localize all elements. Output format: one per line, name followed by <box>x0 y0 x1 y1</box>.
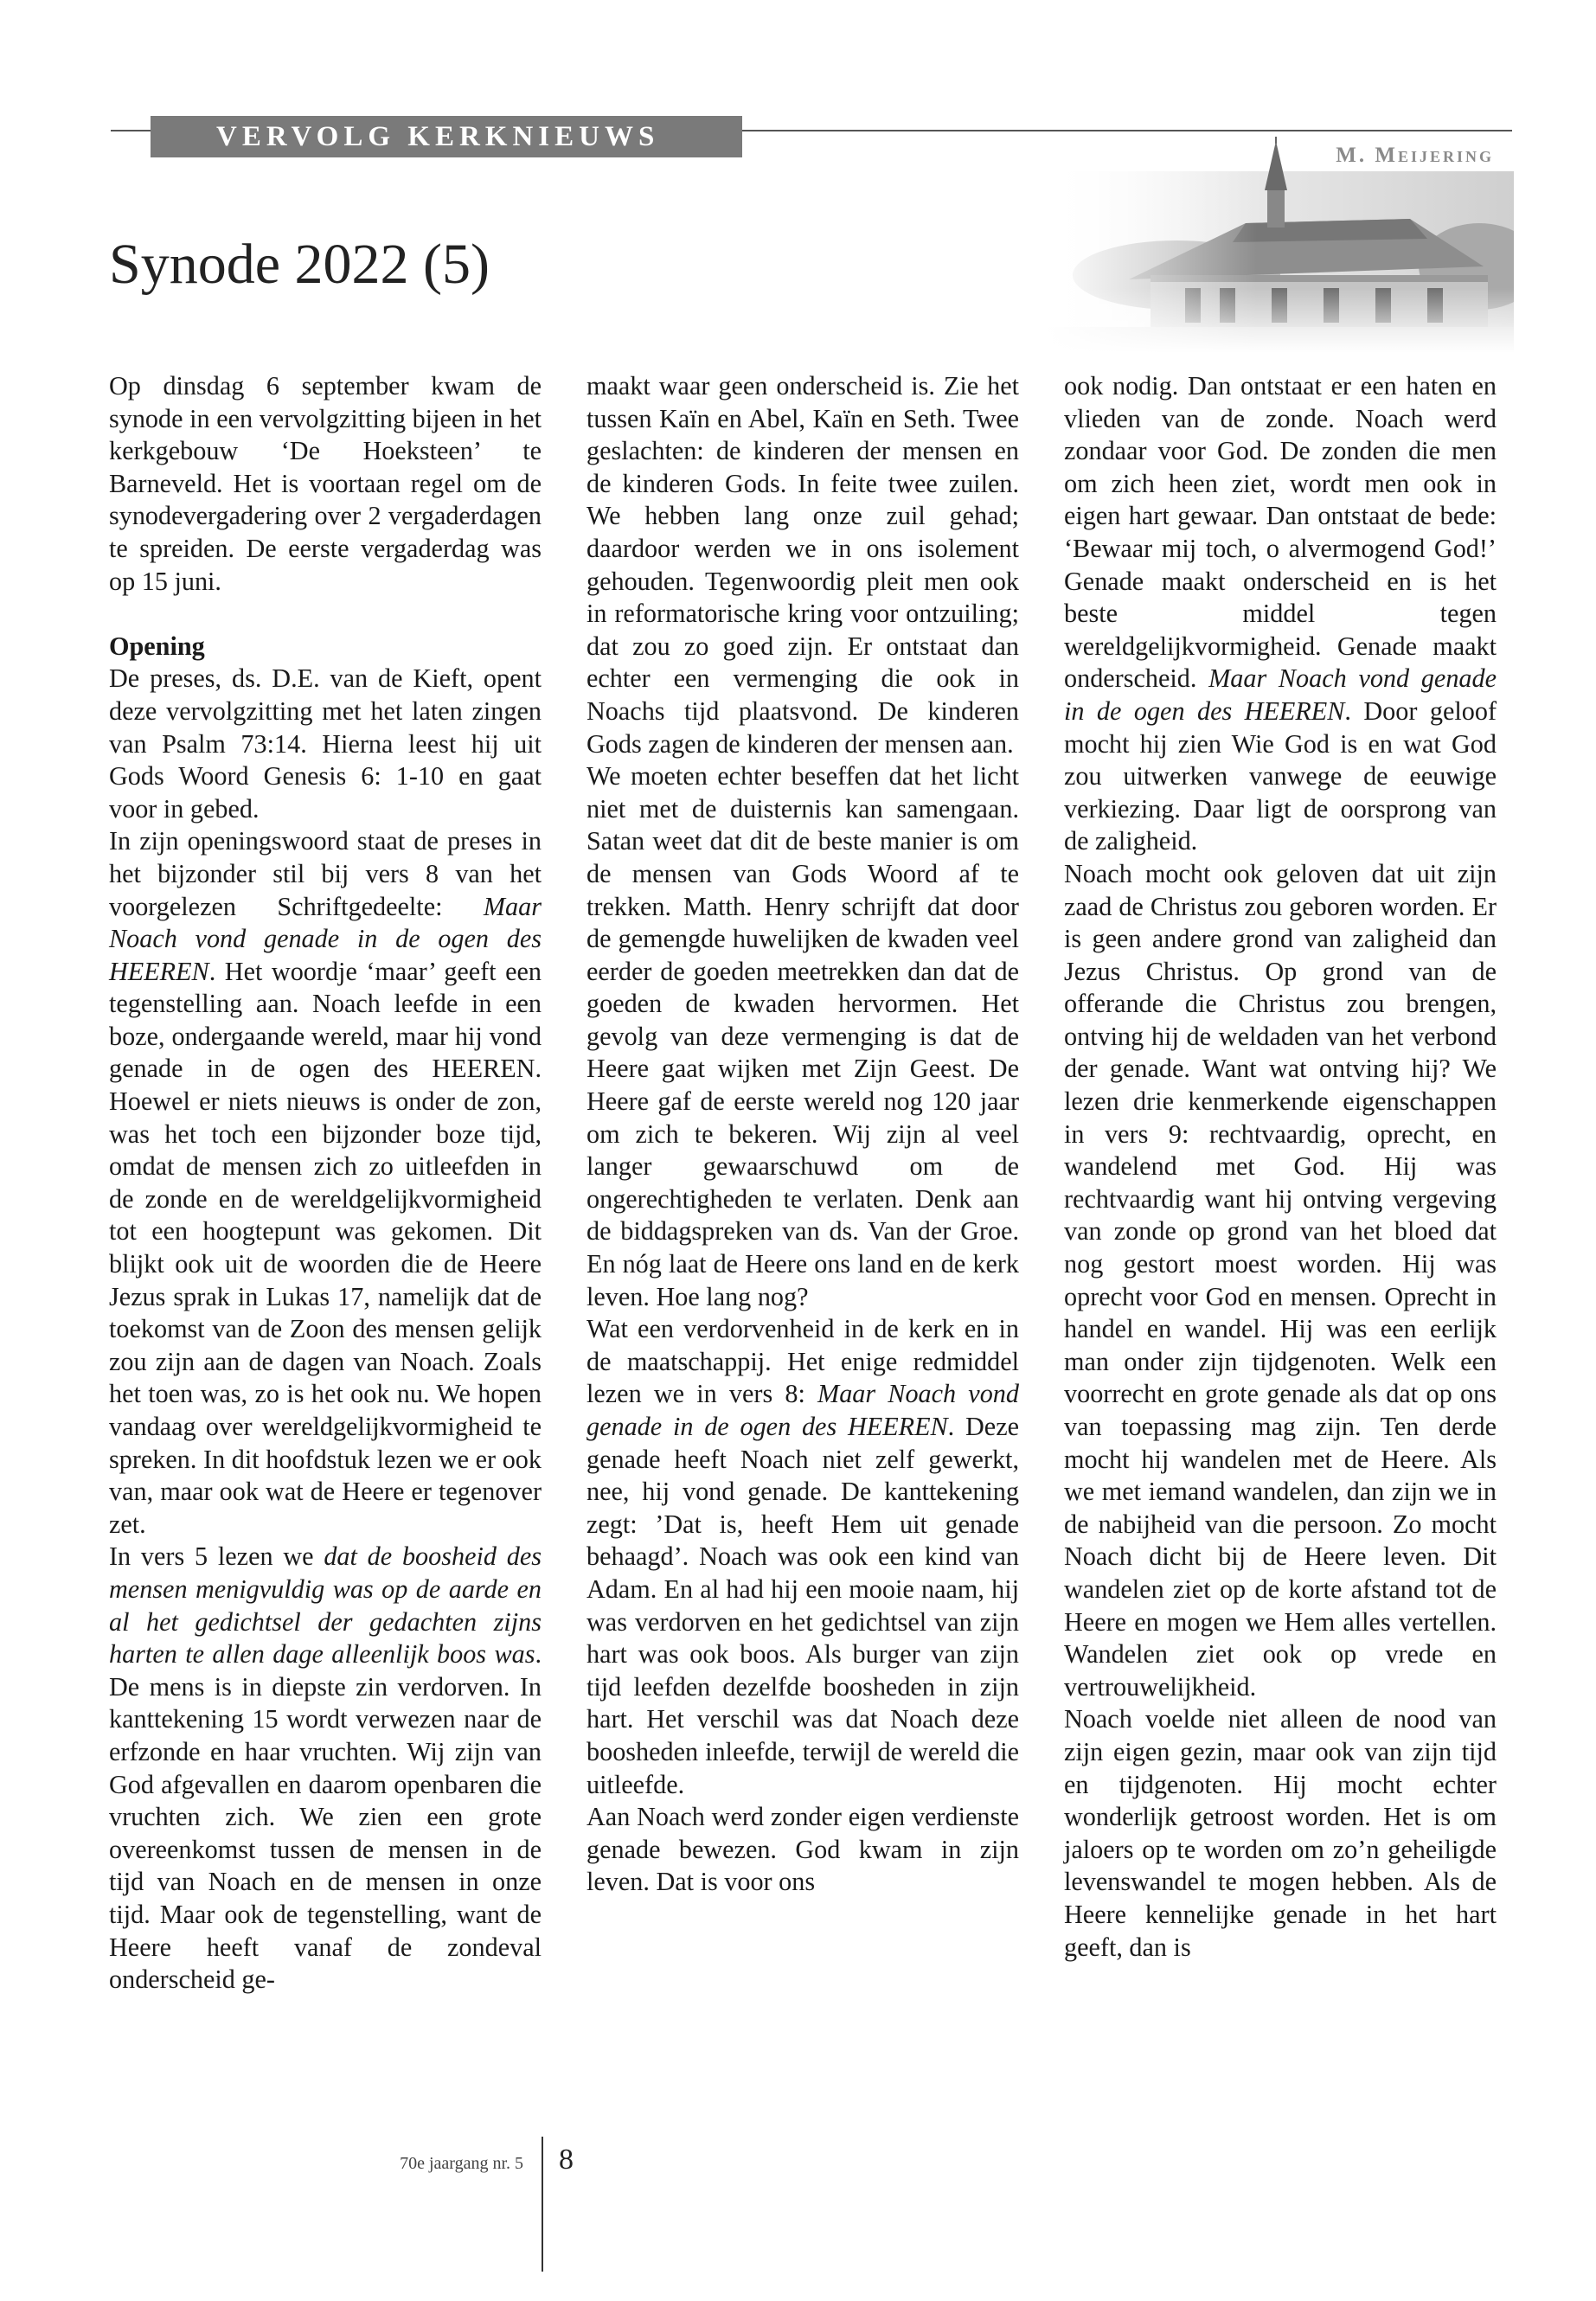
paragraph <box>586 1313 1019 1801</box>
paragraph-gap <box>109 598 542 631</box>
church-illustration <box>1047 137 1514 353</box>
article-title: Synode 2022 (5) <box>109 233 490 296</box>
column-1 <box>109 370 542 1997</box>
paragraph: maakt waar geen onderscheid is. Zie het tussen Kaïn en Abel, Kaïn en Seth. Twee geslachten: de kinderen der mensen en de kinderen Gods. In feite twee zuilen. We hebben lang onze zuil gehad; daardoor werden we in ons isolement gehouden. Tegenwoordig pleit men ook in reformatorische kring voor ontzuiling; dat zou zo goed zijn. Er ontstaat dan echter een vermenging die ook in Noachs tijd plaatsvond. De kinderen Gods zagen de kinderen der mensen aan. <box>586 371 1019 759</box>
paragraph: We moeten echter beseffen dat het licht niet met de duisternis kan samengaan. Satan weet dat dit de beste manier is om de mensen van Gods Woord af te trekken. Matth. Henry schrijft dat door de gemengde huwelijken de kwaden veel eerder de goeden meetrekken dan dat de goeden de kwaden hervormen. Het gevolg van deze vermenging is dat de Heere gaat wijken met Zijn Geest. De Heere gaf de eerste wereld nog 120 jaar om zich te bekeren. Wij zijn al veel langer gewaarschuwd om de ongerechtigheden te verlaten. Denk aan de biddagspreken van ds. Van der Groe. En nóg laat de Heere ons land en de kerk leven. Hoe lang nog? <box>586 761 1019 1311</box>
scripture-quote: Maar Noach vond genade in de ogen des HEEREN <box>109 891 542 986</box>
text-run: . De mens is in diepste zin verdorven. In kanttekening 15 wordt verwezen naar de erfzonde en haar vruchten. Wij zijn van God afgevallen en daarom openbaren die vruchten zich. We zien een grote overeenkomst tussen de mensen in de tijd van Noach en de mensen in onze tijd. Maar ook de tegenstelling, want de Heere heeft vanaf de zondeval onderscheid ge- <box>109 1639 542 1995</box>
page-number: 8 <box>559 2144 574 2176</box>
text-run: ook nodig. Dan ontstaat er een haten en vlieden van de zonde. Noach werd zondaar voor God. De zonden die men om zich heen ziet, wordt men ook in eigen hart gewaar. Dan ontstaat de bede: ‘Bewaar mij toch, o alvermogend God!’ Genade maakt onderscheid en is het beste middel tegen wereldgelijkvormigheid. Genade maakt onderscheid. <box>1064 371 1497 694</box>
paragraph <box>1064 370 1497 858</box>
paragraph <box>109 825 542 1541</box>
paragraph: Noach voelde niet alleen de nood van zijn eigen gezin, maar ook van zijn tijd en tijdgenoten. Hij mocht echter wonderlijk getroost worden. Het is om jaloers op te worden om zo’n geheiligde levenswandel te mogen hebben. Als de Heere kennelijke genade in het hart geeft, dan is <box>1064 1704 1497 1962</box>
section-label: VERVOLG KERKNIEUWS <box>216 121 660 152</box>
text-run: In zijn openingswoord staat de preses in het bijzonder stil bij vers 8 van het voorgelezen Schriftgedeelte: <box>109 826 542 921</box>
text-run: . Het woordje ‘maar’ geeft een tegenstelling aan. Noach leefde in een boze, ondergaande wereld, maar hij vond genade in de ogen des HEEREN. Hoewel er niets nieuws is onder de zon, was het toch een bijzonder boze tijd, omdat de mensen zich zo uitleefden in de zonde en de wereldgelijkvormigheid tot een hoogtepunt was gekomen. Dit blijkt ook uit de woorden die de Heere Jezus sprak in Lukas 17, namelijk dat de toekomst van de Zoon des mensen gelijk zou zijn aan de dagen van Noach. Zoals het toen was, zo is het ook nu. We hopen vandaag over wereldgelijkvormigheid te spreken. In dit hoofdstuk lezen we er ook van, maar ook wat de Heere er tegenover zet. <box>109 956 542 1539</box>
paragraph: Op dinsdag 6 september kwam de synode in een vervolgzitting bijeen in het kerkgebouw ‘De Hoeksteen’ te Barneveld. Het is voortaan regel om de synodevergadering over 2 vergaderdagen te spreiden. De eerste vergaderdag was op 15 juni. <box>109 371 542 596</box>
scripture-quote: Maar Noach vond genade in de ogen des HEEREN <box>1064 663 1497 726</box>
text-run: . Door geloof mocht hij zien Wie God is en wat God zou uitwerken vanwege de eeuwige verkiezing. Daar ligt de oorsprong van de zaligheid. <box>1064 695 1497 856</box>
paragraph: Noach mocht ook geloven dat uit zijn zaad de Christus zou geboren worden. Er is geen andere grond van zaligheid dan Jezus Christus. Op grond van de offerande die Christus zou brengen, ontving hij de weldaden van het verbond der genade. Want wat ontving hij? We lezen drie kenmerkende eigenschappen in vers 9: rechtvaardig, oprecht, en wandelend met God. Hij was rechtvaardig want hij ontving vergeving van zonde op grond van het bloed dat nog gestort moest worden. Hij was oprecht voor God en mensen. Oprecht in handel en wandel. Hij was een eerlijk man onder zijn tijdgenoten. Welk een voorrecht en grote genade als dat op ons van toepassing mag zijn. Ten derde mocht hij wandelen met de Heere. Als we met iemand wandelen, dan zijn we in de nabijheid van die persoon. Zo mocht Noach dicht bij de Heere leven. Dit wandelen ziet op de korte afstand tot de Heere en mogen we Hem alles vertellen. Wandelen ziet ook op vrede en vertrouwelijkheid. <box>1064 858 1497 1702</box>
scripture-quote: dat de boosheid des mensen menigvuldig was op de aarde en al het gedichtsel der gedachten zijns harten te allen dage alleenlijk boos was <box>109 1541 542 1670</box>
issue-info: 70e jaargang nr. 5 <box>400 2154 523 2173</box>
paragraph: Aan Noach werd zonder eigen verdienste genade bewezen. God kwam in zijn leven. Dat is voor ons <box>586 1802 1019 1897</box>
text-run: In vers 5 lezen we <box>109 1541 324 1572</box>
column-3 <box>1064 370 1497 1964</box>
section-banner <box>151 116 742 157</box>
text-run: . Deze genade heeft Noach niet zelf gewerkt, nee, hij vond genade. De kanttekening zegt: ’Dat is, heeft Hem uit genade behaagd’. Noach was ook een kind van Adam. En al had hij een mooie naam, hij was verdorven en het gedichtsel van zijn hart was ook boos. Als burger van zijn tijd leefden dezelfde boosheden in zijn hart. Het verschil was dat Noach deze boosheden inleefde, terwijl de wereld die uitleefde. <box>586 1412 1019 1799</box>
paragraph <box>109 1541 542 1996</box>
text-run: Wat een verdorvenheid in de kerk en in de maatschappij. Het enige redmiddel lezen we in vers 8: <box>586 1314 1019 1409</box>
column-2 <box>586 370 1019 1899</box>
paragraph: De preses, ds. D.E. van de Kieft, opent deze vervolgzitting met het laten zingen van Psalm 73:14. Hierna leest hij uit Gods Woord Genesis 6: 1-10 en gaat voor in gebed. <box>109 663 542 824</box>
scripture-quote: Maar Noach vond genade in de ogen des HEEREN <box>586 1379 1019 1441</box>
subheading-opening: Opening <box>109 631 205 661</box>
footer-divider <box>542 2137 543 2272</box>
